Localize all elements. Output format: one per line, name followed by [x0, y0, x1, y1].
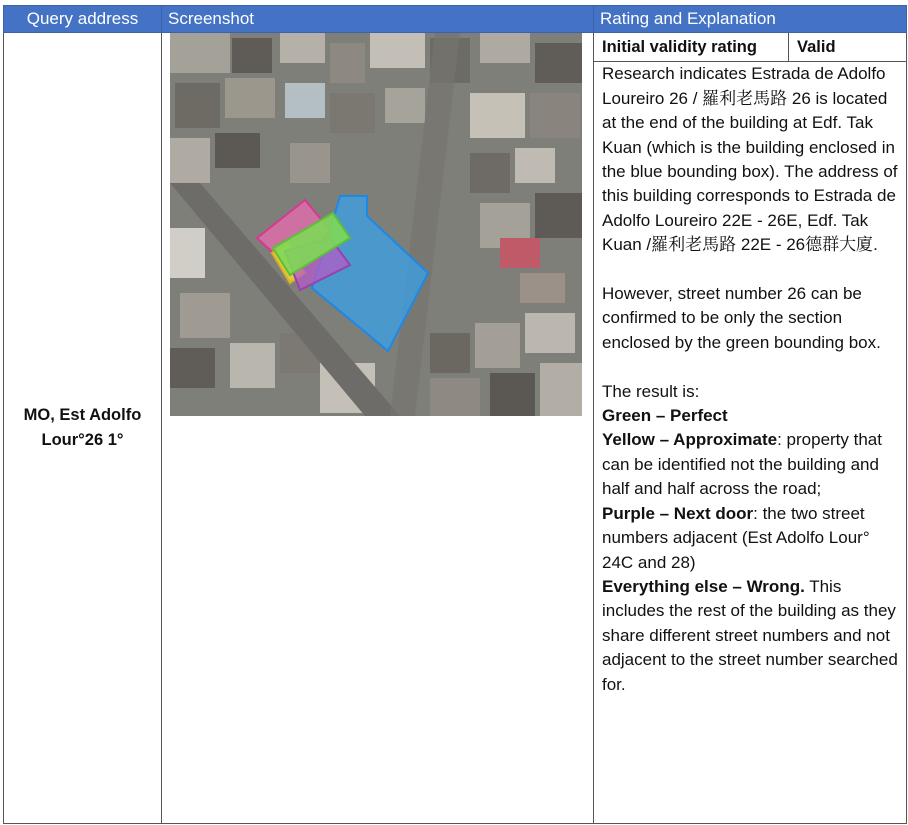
query-address-cell: [4, 33, 162, 824]
green-label: Green – Perfect: [602, 406, 728, 426]
rating-table: [594, 33, 906, 62]
satellite-map: [170, 33, 582, 416]
rating-value: Valid: [789, 33, 907, 62]
query-address-line2: Lour°26 1°: [41, 431, 124, 449]
query-address-line1: MO, Est Adolfo: [23, 406, 142, 424]
else-text: This includes the rest of the building as they share different street numbers and not adjacent to the street number searched for.: [602, 576, 898, 694]
result-else: [602, 575, 898, 697]
screenshot-cell: [162, 33, 594, 824]
table-row: [4, 33, 907, 824]
results-table: [3, 5, 907, 824]
result-yellow: [602, 428, 898, 501]
result-green: [602, 404, 898, 428]
explanation-body: [594, 62, 906, 697]
explanation-paragraph-1: Research indicates Estrada de Adolfo Loureiro 26 / 羅利老馬路 26 is located at the end of the building at Edf. Tak Kuan (which is the building enclosed in the blue bounding box). The address of this building corresponds to Estrada de Adolfo Loureiro 22E - 26E, Edf. Tak Kuan /羅利老馬路 22E - 26德群大廈.: [602, 64, 898, 255]
explanation-paragraph-2: However, street number 26 can be confirmed to be only the section enclosed by the green bounding box.: [602, 284, 881, 352]
rating-label: Initial validity rating: [594, 33, 789, 62]
yellow-text: : property that can be identified not the building and half and half across the road;: [602, 430, 882, 499]
purple-text: : the two street numbers adjacent (Est Adolfo Lour° 24C and 28): [602, 503, 870, 572]
satellite-map-image: [170, 33, 582, 416]
header-screenshot: Screenshot: [162, 6, 594, 33]
header-row: [4, 6, 907, 33]
header-query-address: Query address: [4, 6, 162, 33]
header-rating-explanation: Rating and Explanation: [594, 6, 907, 33]
result-purple: [602, 502, 898, 575]
yellow-label: Yellow – Approximate: [602, 430, 778, 450]
purple-label: Purple – Next door: [602, 503, 754, 523]
result-intro: The result is:: [602, 381, 700, 401]
rating-explanation-cell: [594, 33, 907, 824]
else-label: Everything else – Wrong.: [602, 576, 805, 596]
